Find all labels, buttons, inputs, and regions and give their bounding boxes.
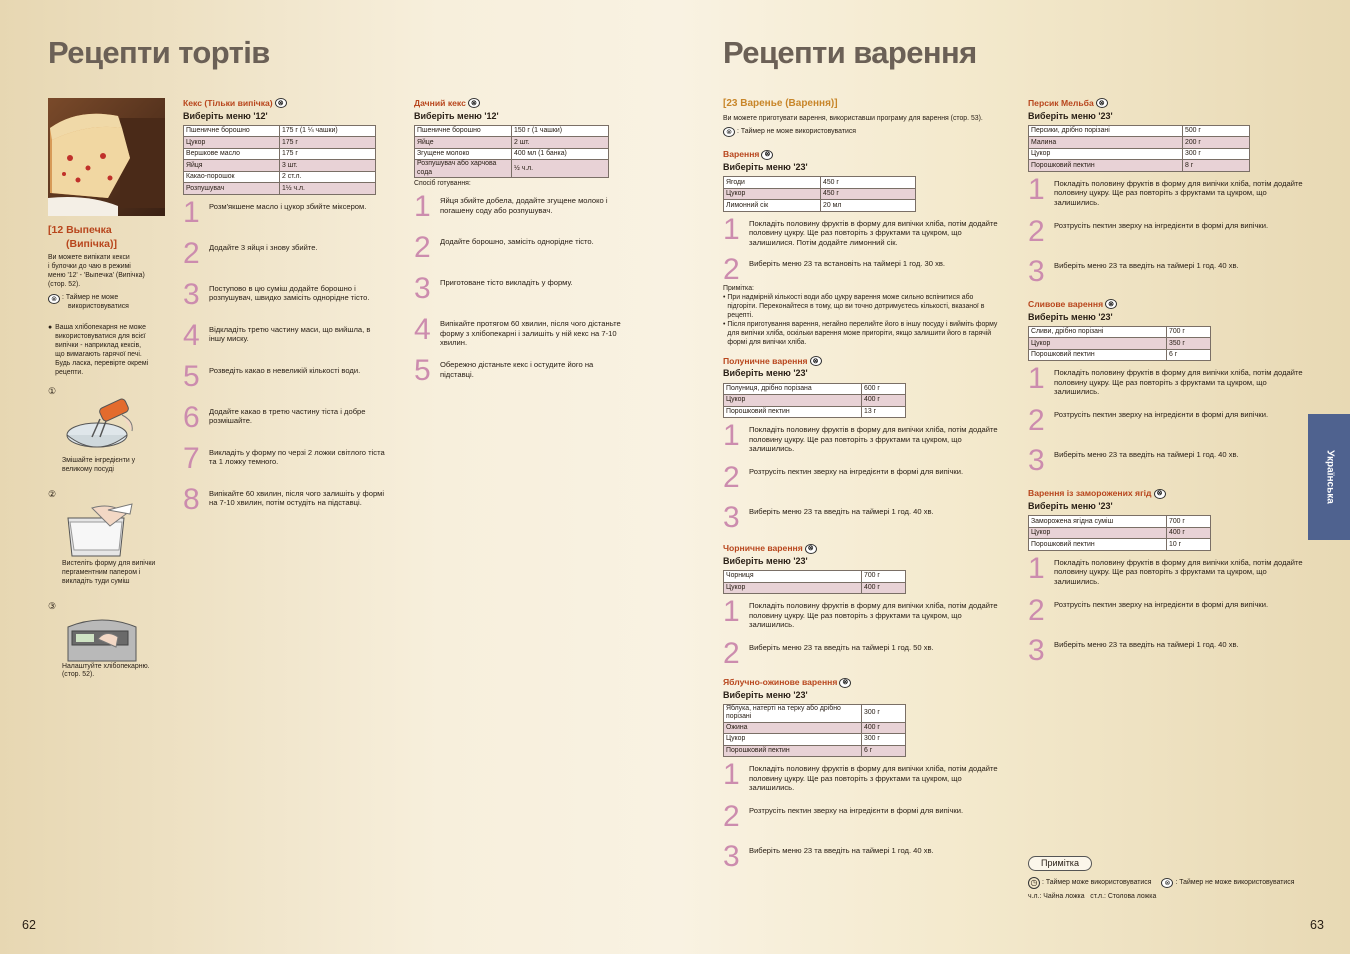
bullet-icon: • bbox=[723, 320, 726, 328]
step-text: Випікайте протягом 60 хвилин, після чого дістаньте форму з хлібопекарні і залишіть у ній кекс на 7-10 хвилин. bbox=[440, 319, 621, 347]
step-number: 3 bbox=[723, 840, 740, 874]
step-text: Приготоване тісто викладіть у форму. bbox=[440, 278, 573, 288]
page-title: Рецепти варення bbox=[723, 35, 977, 70]
timer-not-allowed-icon: ⊗ bbox=[1154, 489, 1166, 499]
figure-caption: пергаментним папером і bbox=[62, 569, 141, 577]
legend-label: Примітка bbox=[1028, 856, 1092, 871]
table-row bbox=[724, 745, 906, 757]
ingredient: Порошковий пектин bbox=[724, 745, 862, 757]
bullet-line: рецепти. bbox=[55, 368, 84, 376]
timer-not-allowed-icon: ⊗ bbox=[723, 127, 735, 137]
menu-select: Виберіть меню '23' bbox=[723, 689, 808, 700]
recipe-title: Персик Мельба bbox=[1028, 98, 1094, 108]
ingredient: Яблука, натерті на терку або дрібно порізані bbox=[724, 705, 862, 723]
step-number: 2 bbox=[723, 637, 740, 671]
step-text: Додайте 3 яйця і знову збийте. bbox=[209, 242, 318, 252]
step-number: 2 bbox=[1028, 214, 1045, 248]
ingredient: Цукор bbox=[1029, 148, 1183, 160]
menu-select: Виберіть меню '23' bbox=[1028, 501, 1113, 512]
table-row bbox=[724, 383, 906, 395]
figure-caption: великому посуді bbox=[62, 466, 114, 474]
recipe-title: Дачний кекс bbox=[414, 98, 466, 108]
bullet-icon: • bbox=[723, 293, 726, 301]
timer-not-allowed-icon: ⊗ bbox=[468, 98, 480, 108]
step-number: 3 bbox=[414, 272, 431, 306]
step-text: Відкладіть третю частину маси, що вийшла, в іншу миску. bbox=[209, 324, 371, 344]
menu-select: Виберіть меню '23' bbox=[723, 368, 808, 379]
ingredient: Какао-порошок bbox=[184, 171, 280, 183]
table-row bbox=[724, 395, 906, 407]
language-tab-label: Українська bbox=[1324, 450, 1336, 504]
ingredient: Порошковий пектин bbox=[724, 406, 862, 418]
ingredients-table bbox=[1028, 125, 1250, 172]
recipe-title: Кекс (Тільки випічка) bbox=[183, 98, 273, 108]
step-number: 1 bbox=[723, 758, 740, 792]
ingredient: Розпушувач або харчова сода bbox=[415, 160, 512, 178]
bullet-line: використовуватися для всієї bbox=[55, 333, 146, 341]
timer-not-allowed-icon: ⊗ bbox=[761, 150, 773, 160]
ingredient: Сливи, дрібно порізані bbox=[1029, 326, 1167, 338]
intro-text: Ви можете приготувати варення, використавши програму для варення (стор. 53). bbox=[723, 114, 983, 122]
table-row bbox=[1029, 160, 1250, 172]
ingredient: Цукор bbox=[724, 188, 821, 200]
table-row bbox=[415, 137, 609, 149]
note-title: Примітка: bbox=[723, 284, 754, 292]
legend-can: : Таймер може використовуватися bbox=[1042, 878, 1152, 886]
figure-marker: ③ bbox=[48, 601, 57, 612]
ingredient: Чорниця bbox=[724, 571, 862, 583]
bullet-line: Ваша хлібопекарня не може bbox=[55, 324, 146, 332]
ingredients-table bbox=[723, 570, 906, 594]
amount: ½ ч.л. bbox=[512, 160, 609, 178]
step-number: 1 bbox=[1028, 551, 1045, 585]
amount: 400 мл (1 банка) bbox=[512, 148, 609, 160]
timer-not-allowed-icon: ⊗ bbox=[275, 98, 287, 108]
jam-column-2 bbox=[1028, 98, 1308, 672]
ingredient: Малина bbox=[1029, 137, 1183, 149]
amount: 6 г bbox=[862, 745, 906, 757]
timer-note: використовуватися bbox=[68, 303, 129, 311]
table-row bbox=[1029, 326, 1211, 338]
timer-not-allowed-icon: ⊗ bbox=[805, 544, 817, 554]
intro-line: меню '12' - 'Выпечка' (Випічка) bbox=[48, 272, 145, 280]
amount: 6 г bbox=[1167, 349, 1211, 361]
table-row bbox=[415, 148, 609, 160]
table-row bbox=[1029, 338, 1211, 350]
step-number: 2 bbox=[1028, 593, 1045, 627]
page-number: 62 bbox=[22, 918, 36, 932]
step-number: 3 bbox=[1028, 254, 1045, 288]
table-row bbox=[724, 200, 916, 212]
table-row bbox=[415, 125, 609, 137]
table-row bbox=[1029, 349, 1211, 361]
amount: 2 шт. bbox=[512, 137, 609, 149]
bullet-line: Будь ласка, перевірте окремі bbox=[55, 359, 149, 367]
amount: 10 г bbox=[1167, 539, 1211, 551]
step-text: Покладіть половину фруктів в форму для випічки хліба, потім додайте половину цукру. Ще раз повторіть з фруктами та цукром, що залишились. bbox=[1054, 557, 1303, 586]
step-text: Виберіть меню 23 та введіть на таймері 1 год. 40 хв. bbox=[1054, 639, 1239, 649]
step-text: Розтрусіть пектин зверху на інгредієнти в формі для випічки. bbox=[749, 806, 964, 816]
amount: 300 г bbox=[862, 705, 906, 723]
table-row bbox=[724, 722, 906, 734]
step-number: 4 bbox=[183, 318, 200, 352]
intro-line: (стор. 52). bbox=[48, 281, 81, 289]
step-number: 1 bbox=[723, 212, 740, 246]
step-number: 1 bbox=[723, 419, 740, 453]
page-number: 63 bbox=[1310, 918, 1324, 932]
ingredient: Яйце bbox=[415, 137, 512, 149]
timer-note: : Таймер не може bbox=[62, 294, 119, 302]
table-row bbox=[415, 160, 609, 178]
recipe-zamorozheni bbox=[1028, 488, 1308, 667]
timer-not-allowed-icon: ⊗ bbox=[1161, 878, 1173, 888]
figure-marker: ② bbox=[48, 489, 57, 500]
step-number: 1 bbox=[723, 595, 740, 629]
step-text: Розведіть какао в невеликій кількості води. bbox=[209, 365, 361, 375]
step-text: Випікайте 60 хвилин, після чого залишіть у формі на 7-10 хвилин, потім остудіть на підставці. bbox=[209, 488, 385, 508]
step-number: 3 bbox=[723, 501, 740, 535]
table-row bbox=[1029, 125, 1250, 137]
amount: 8 г bbox=[1183, 160, 1250, 172]
step-number: 3 bbox=[1028, 444, 1045, 478]
timer-not-allowed-icon: ⊗ bbox=[1105, 299, 1117, 309]
ingredient: Яйця bbox=[184, 160, 280, 172]
ingredient: Заморожена ягідна суміш bbox=[1029, 516, 1167, 528]
program-heading-2: (Випічка)] bbox=[66, 237, 117, 250]
step-number: 7 bbox=[183, 441, 200, 475]
recipe-title: Яблучно-ожинове варення bbox=[723, 677, 838, 688]
ingredient: Порошковий пектин bbox=[1029, 160, 1183, 172]
step-number: 3 bbox=[183, 277, 200, 311]
step-number: 1 bbox=[183, 195, 200, 229]
amount: 300 г bbox=[1183, 148, 1250, 160]
bullet-line: що вимагають гарячої печі. bbox=[55, 351, 142, 358]
menu-select: Виберіть меню '23' bbox=[723, 162, 808, 173]
ingredient: Цукор bbox=[184, 137, 280, 149]
amount: 400 г bbox=[862, 722, 906, 734]
timer-not-allowed-icon: ⊗ bbox=[839, 678, 851, 688]
ingredient: Вершкове масло bbox=[184, 148, 280, 160]
ingredient: Персики, дрібно порізані bbox=[1029, 125, 1183, 137]
table-row bbox=[724, 177, 916, 189]
ingredient: Ягоди bbox=[724, 177, 821, 189]
ingredient: Цукор bbox=[1029, 338, 1167, 350]
menu-select: Виберіть меню '23' bbox=[1028, 110, 1113, 121]
step-number: 2 bbox=[1028, 404, 1045, 438]
step-text: Викладіть у форму по черзі 2 ложки світлого тіста та 1 ложку темного. bbox=[209, 447, 385, 467]
ingredient: Пшеничне борошно bbox=[184, 125, 280, 137]
table-row bbox=[1029, 539, 1211, 551]
figure-caption: викладіть туди суміш bbox=[62, 578, 130, 586]
program-heading: [23 Варенье (Варення)] bbox=[723, 98, 838, 109]
ingredient: Згущене молоко bbox=[415, 148, 512, 160]
ingredient: Полуниця, дрібно порізана bbox=[724, 383, 862, 395]
amount: 175 г bbox=[280, 148, 376, 160]
table-row bbox=[724, 571, 906, 583]
table-row bbox=[724, 188, 916, 200]
step-text: Виберіть меню 23 та введіть на таймері 1 год. 40 хв. bbox=[1054, 260, 1239, 270]
ingredients-table bbox=[1028, 326, 1211, 362]
ingredients-table bbox=[183, 125, 376, 195]
step-text: Розтрусіть пектин зверху на інгредієнти в формі для випічки. bbox=[1054, 599, 1269, 609]
table-row bbox=[724, 406, 906, 418]
table-row bbox=[184, 137, 376, 149]
table-row bbox=[724, 734, 906, 746]
legend bbox=[1028, 856, 1338, 902]
ingredient: Лимонний сік bbox=[724, 200, 821, 212]
step-text: Покладіть половину фруктів в форму для випічки хліба, потім додайте половину цукру. Ще раз повторіть з фруктами та цукром, що залишились. bbox=[1054, 178, 1303, 207]
step-text: Розм'якшене масло і цукор збийте міксером. bbox=[209, 201, 367, 211]
step-text: Покладіть половину фруктів в форму для випічки хліба, потім додайте половину цукру. Ще раз повторіть з фруктами та цукром, що залишились. bbox=[749, 425, 998, 454]
step-number: 6 bbox=[183, 400, 200, 434]
amount: 150 г (1 чашки) bbox=[512, 125, 609, 137]
legend-cannot: : Таймер не може використовуватися bbox=[1175, 878, 1295, 886]
step-text: Виберіть меню 23 та введіть на таймері 1 год. 40 хв. bbox=[749, 846, 934, 856]
step-text: Поступово в цю суміш додайте борошно і розпушувач, швидко замісіть однорідне тісто. bbox=[209, 283, 370, 303]
side-column bbox=[48, 98, 166, 680]
amount: 200 г bbox=[1183, 137, 1250, 149]
step-text: Виберіть меню 23 та введіть на таймері 1 год. 50 хв. bbox=[749, 643, 934, 653]
figure-caption: Змішайте інгредієнти у bbox=[62, 457, 136, 465]
ingredient: Порошковий пектин bbox=[1029, 539, 1167, 551]
recipe-slyvove bbox=[1028, 299, 1308, 478]
menu-select: Виберіть меню '23' bbox=[1028, 311, 1113, 322]
language-tab[interactable] bbox=[1308, 414, 1350, 540]
jam-column-1 bbox=[723, 98, 1003, 878]
step-number: 2 bbox=[723, 800, 740, 834]
amount: 600 г bbox=[862, 383, 906, 395]
amount: 700 г bbox=[1167, 326, 1211, 338]
legend-abbreviations: ч.л.: Чайна ложка ст.л.: Столова ложка bbox=[1028, 893, 1157, 901]
recipe-title: Полуничне варення bbox=[723, 355, 808, 366]
timer-not-allowed-icon: ⊗ bbox=[1096, 98, 1108, 108]
ingredient: Цукор bbox=[1029, 527, 1167, 539]
step-text: Обережно дістаньте кекс і остудите його на підставці. bbox=[440, 360, 594, 379]
step-number: 2 bbox=[723, 461, 740, 495]
recipe-title: Сливове варення bbox=[1028, 298, 1104, 309]
amount: 450 г bbox=[821, 188, 916, 200]
amount: 175 г (1 ¼ чашки) bbox=[280, 125, 376, 137]
amount: 400 г bbox=[862, 395, 906, 407]
amount: 350 г bbox=[1167, 338, 1211, 350]
step-text: Виберіть меню 23 та встановіть на таймері 1 год. 30 хв. bbox=[749, 258, 946, 268]
step-text: Виберіть меню 23 та введіть на таймері 1 год. 40 хв. bbox=[1054, 450, 1239, 460]
timer-not-allowed-icon: ⊗ bbox=[48, 294, 60, 304]
cake-photo bbox=[48, 98, 165, 216]
step-text: Покладіть половину фруктів в форму для випічки хліба, потім додайте половину цукру. Ще раз повторіть з фруктами та цукром, що залишились. bbox=[1054, 368, 1303, 397]
timer-note: : Таймер не може використовуватися bbox=[737, 127, 856, 135]
menu-select: Виберіть меню '23' bbox=[723, 555, 808, 566]
method-label: Спосіб готування: bbox=[414, 180, 471, 188]
table-row bbox=[184, 171, 376, 183]
step-number: 5 bbox=[414, 354, 431, 388]
baking-pan-illustration bbox=[62, 500, 142, 560]
recipe-persyk bbox=[1028, 98, 1308, 289]
amount: 2 ст.л. bbox=[280, 171, 376, 183]
table-row bbox=[184, 125, 376, 137]
table-row bbox=[724, 582, 906, 594]
right-page bbox=[675, 0, 1350, 954]
ingredient: Розпушувач bbox=[184, 183, 280, 195]
step-number: 1 bbox=[1028, 362, 1045, 396]
figure-caption: (стор. 52). bbox=[62, 671, 95, 679]
ingredient: Цукор bbox=[724, 734, 862, 746]
step-number: 4 bbox=[414, 313, 431, 347]
figure-caption: Налаштуйте хлібопекарню. bbox=[62, 662, 150, 670]
intro-line: Ви можете випікати кекси bbox=[48, 254, 130, 262]
step-text: Додайте какао в третю частину тіста і добре розмішайте. bbox=[209, 406, 366, 426]
intro-line: і булочки до чаю в режимі bbox=[48, 263, 131, 271]
step-text: Покладіть половину фруктів в форму для випічки хліба, потім додайте половину цукру. Ще раз повторіть з фруктами та цукром, що залишилися. Потім додайте лимонний сік. bbox=[749, 218, 998, 247]
recipe-title: Варення із заморожених ягід bbox=[1028, 488, 1152, 499]
step-number: 2 bbox=[183, 236, 200, 270]
ingredient: Цукор bbox=[724, 582, 862, 594]
table-row bbox=[184, 148, 376, 160]
table-row bbox=[1029, 148, 1250, 160]
figure-caption: Вистеліть форму для випічки bbox=[62, 560, 156, 568]
amount: 300 г bbox=[862, 734, 906, 746]
step-text: Покладіть половину фруктів в форму для випічки хліба, потім додайте половину цукру. Ще раз повторіть з фруктами та цукром, що залишились. bbox=[749, 764, 998, 793]
note-text: При надмірній кількості води або цукру варення може сильно вспінитися або підгоріти. Переконайтеся в тому, що ви точно дотримуєтесь кількості, вказаної в рецепті. bbox=[727, 293, 985, 319]
ingredient: Порошковий пектин bbox=[1029, 349, 1167, 361]
amount: 3 шт. bbox=[280, 160, 376, 172]
program-heading-1: [12 Выпечка bbox=[48, 224, 112, 236]
recipe-chornychne bbox=[723, 543, 1003, 669]
step-number: 1 bbox=[414, 190, 431, 224]
ingredients-table bbox=[723, 383, 906, 419]
amount: 1½ ч.л. bbox=[280, 183, 376, 195]
step-text: Розтрусіть пектин зверху на інгредієнти в формі для випічки. bbox=[749, 467, 964, 477]
page-title: Рецепти тортів bbox=[48, 35, 270, 70]
amount: 400 г bbox=[1167, 527, 1211, 539]
step-text: Розтрусіть пектин зверху на інгредієнти в формі для випічки. bbox=[1054, 220, 1269, 230]
step-text: Яйця збийте добела, додайте згущене молоко і погашену соду або розпушувач. bbox=[440, 196, 608, 215]
table-row bbox=[724, 705, 906, 723]
bullet-icon: ● bbox=[48, 324, 53, 332]
amount: 700 г bbox=[1167, 516, 1211, 528]
clock-icon: ◷ bbox=[1028, 877, 1040, 889]
ingredients-table bbox=[414, 125, 609, 178]
bread-maker-illustration bbox=[62, 613, 142, 663]
ingredient: Пшеничне борошно bbox=[415, 125, 512, 137]
menu-select: Виберіть меню '12' bbox=[414, 110, 499, 121]
step-number: 1 bbox=[1028, 172, 1045, 206]
recipe-dachniy-keks bbox=[414, 98, 624, 397]
amount: 175 г bbox=[280, 137, 376, 149]
step-text: Покладіть половину фруктів в форму для випічки хліба, потім додайте половину цукру. Ще раз повторіть з фруктами та цукром, що залишились. bbox=[749, 601, 998, 630]
step-text: Додайте борошно, замісіть однорідне тісто. bbox=[440, 237, 594, 247]
step-number: 2 bbox=[723, 252, 740, 286]
amount: 450 г bbox=[821, 177, 916, 189]
table-row bbox=[1029, 137, 1250, 149]
step-number: 3 bbox=[1028, 633, 1045, 667]
recipe-title: Варення bbox=[723, 149, 760, 160]
amount: 700 г bbox=[862, 571, 906, 583]
amount: 400 г bbox=[862, 582, 906, 594]
recipe-varennya bbox=[723, 149, 1003, 347]
table-row bbox=[184, 183, 376, 195]
menu-select: Виберіть меню '12' bbox=[183, 110, 268, 121]
recipe-keks bbox=[183, 98, 388, 526]
step-number: 8 bbox=[183, 482, 200, 516]
amount: 20 мл bbox=[821, 200, 916, 212]
table-row bbox=[1029, 527, 1211, 539]
step-text: Виберіть меню 23 та введіть на таймері 1 год. 40 хв. bbox=[749, 507, 934, 517]
timer-not-allowed-icon: ⊗ bbox=[810, 356, 822, 366]
bullet-line: випічки - наприклад кексів, bbox=[55, 342, 142, 350]
table-row bbox=[184, 160, 376, 172]
ingredient: Цукор bbox=[724, 395, 862, 407]
table-row bbox=[1029, 516, 1211, 528]
recipe-polunychne bbox=[723, 356, 1003, 535]
mixer-bowl-illustration bbox=[62, 397, 142, 457]
figure-marker: ① bbox=[48, 385, 57, 396]
ingredients-table bbox=[723, 704, 906, 757]
recipe-title: Чорничне варення bbox=[723, 543, 803, 554]
recipe-yabluchne bbox=[723, 677, 1003, 874]
amount: 13 г bbox=[862, 406, 906, 418]
ingredients-table bbox=[1028, 515, 1211, 551]
note-text: Після приготування варення, негайно перелийте його в іншу посуду і вийміть форму для випічки хліба, оскільки варення може пригоріти, якщо залишити його в гарячій формі для випічки хліба. bbox=[727, 320, 998, 346]
ingredients-table bbox=[723, 176, 916, 212]
ingredient: Ожина bbox=[724, 722, 862, 734]
step-number: 5 bbox=[183, 359, 200, 393]
step-text: Розтрусіть пектин зверху на інгредієнти в формі для випічки. bbox=[1054, 410, 1269, 420]
step-number: 2 bbox=[414, 231, 431, 265]
amount: 500 г bbox=[1183, 125, 1250, 137]
